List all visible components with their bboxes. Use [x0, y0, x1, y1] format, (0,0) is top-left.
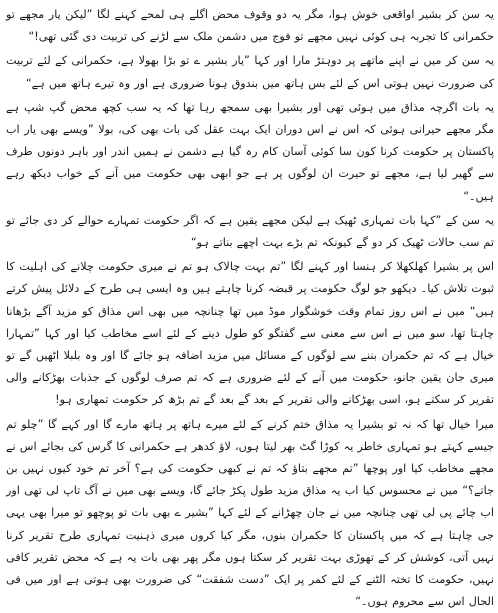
article-paragraph: یہ بات اگرچہ مذاق میں ہوئی تھی اور بشیرا بھی سمجھ رہا تھا کہ یہ سب کچھ محض گپ شپ ہے مگر مجھے حیرانی ہوئی کہ اس نے اس دوران ایک بہت عقل کی بات بھی کی، بولا ”ویسے بھی یار اب پاکستان پر حکومت کرنا کون سا کوئی آسان کام رہ گیا ہے دشمن نے ہمیں اندر اور باہر دونوں طرف سے گھیر لیا ہے، مجھے تو حیرت ان لوگوں پر ہے جو ابھی بھی حکومت میں آنے کے خواب دیکھ رہے ہیں۔“ [6, 100, 494, 203]
article-paragraph: یہ سن کے ”کہا بات تمہاری ٹھیک ہے لیکن مجھے یقین ہے کہ اگر حکومت تمہارے حوالے کر دی جائے تو تم سب حالات ٹھیک کر دو گے کیونکہ تم بڑے بہت اچھے بناتے ہو“ [6, 213, 494, 250]
article-paragraph: یہ سن کر میں نے اپنے ماتھے پر دوہتڑ مارا اور کہا ”یار بشیر ے تو بڑا بھولا ہے، حکمرانی کے لئے تربیت کی ضرورت نہیں ہوتی اس کے لئے بس ہاتھ میں بندوق ہونا ضروری ہے اور وہ تیرے ہاتھ میں ہے“ [6, 54, 494, 90]
article-paragraph: میرا خیال تھا کہ نہ تو بشیرا یہ مذاق ختم کرنے کے لئے میرے ہاتھ پر ہاتھ مارے گا اور کہے گا ”چلو تم جیسے کہتے ہو تمہاری خاطر یہ کوڑا گٹ بھر لیتا ہوں، لاؤ کدھر ہے حکمرانی کا گرس کی بجائے اس نے مجھے مخاطب کیا اور پوچھا ”تم مجھے بتاؤ کہ تم نے کبھی حکومت کی ہے؟ آخر تم خود کیوں نہیں بن جاتے؟“ میں نے محسوس کیا اب یہ مذاق مزید طول پکڑ جائے گا، ویسے بھی میں نے آگ تاپ لی تھی اور اب چائے پی لی تھی چنانچہ میں نے جان چھڑانے کے لئے کہا ”بشیر ے بھی بات تو پوچھو تو میرا بھی یہی جی چاہتا ہے کہ میں پاکستان کا حکمران بنوں، مگر کیا کروں میری ذہنیت تمہاری طرح تقریر کرنا نہیں آتی، کوشش کر کے تھوڑی بہت تقریر کر سکتا ہوں مگر پھر بھی بات یہ ہے کہ محض تقریر کافی نہیں، حکومت کا تختہ الٹنے کے لئے کمر پر ایک ”دست شفقت“ کی ضرورت بھی ہوتی ہے اور میں فی الحال اس سے محروم ہوں۔“ [6, 417, 494, 609]
article-body [6, 4, 494, 609]
article-paragraph: یہ سن کر بشیر اواقعی خوش ہوا، مگر یہ دو وقوف محض اگلے ہی لمحے کہنے لگا ”لیکن یار مجھے تو حکمرانی کا تجربہ ہی کوئی نہیں مجھے تو فوج میں دشمن ملک سے لڑنے کی تربیت دی گئی تھی!“ [6, 8, 494, 44]
article-paragraph: اس پر بشیرا کھلکھلا کر ہنسا اور کہنے لگا ”تم بہت چالاک ہو تم نے میری حکومت چلانے کی اہلیت کا ثبوت تلاش کیا۔ دیکھو جو لوگ حکومت پر قبضہ کرنا چاہتے ہیں وہ ایسی ہی طرح کے دلائل پیش کرتے ہیں“ میں نے اس روز تمام وقت خوشگوار موڈ میں تھا چنانچہ میں بھی اس مذاق کو مزید آگے بڑھانا چاہتا تھا، سو میں نے اس سے معنی سے گفتگو کو طول دینے کے لئے اسے مخاطب کیا اور کہا ”تمہارا خیال ہے کہ تم حکمران بننے سے لوگوں کے مسائل میں مزید اضافہ ہو جائے گا اور وہ بلبلا اٹھیں گے تو میری جان یقین جانو، حکومت میں آنے کے لئے ضروری ہے کہ تم صرف لوگوں کے جذبات بھڑکانے والی تقریر کر سکتے ہو، اسی بھڑکانے والی تقریر کے بعد گے بعد گے تم بڑھ کر حکومت تمھاری ہو! [6, 260, 494, 407]
